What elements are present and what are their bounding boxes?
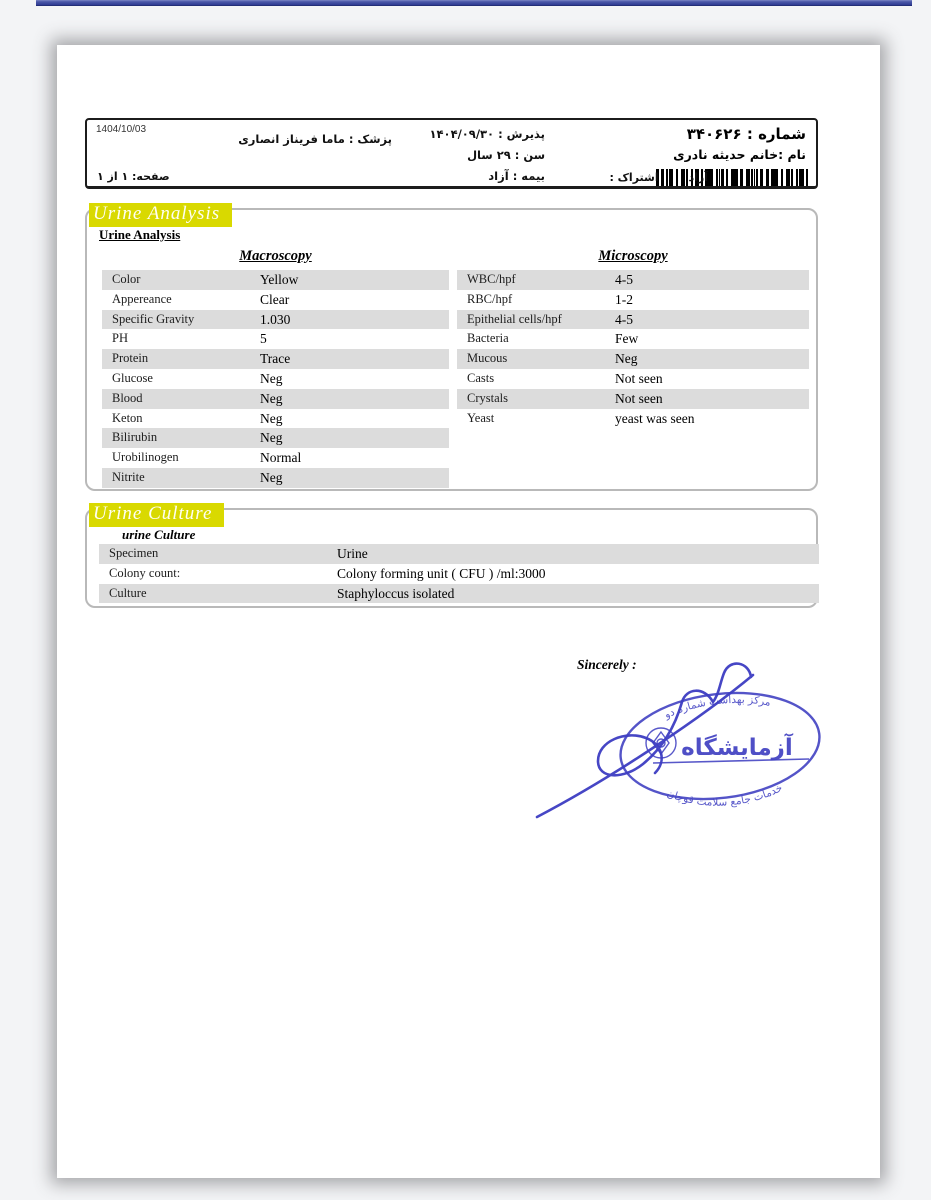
test-label: Epithelial cells/hpf bbox=[467, 311, 562, 326]
test-label: Culture bbox=[109, 585, 147, 600]
macroscopy-heading: Macroscopy bbox=[239, 248, 312, 264]
table-row bbox=[102, 349, 449, 369]
print-date: 1404/10/03 bbox=[96, 124, 147, 135]
table-row bbox=[102, 389, 449, 409]
test-result: 4-5 bbox=[615, 272, 633, 287]
test-result: yeast was seen bbox=[615, 410, 695, 426]
table-row bbox=[102, 448, 449, 468]
test-result: 1-2 bbox=[615, 291, 633, 307]
test-label: Glucose bbox=[112, 370, 153, 385]
table-row bbox=[102, 409, 449, 429]
microscopy-heading: Microscopy bbox=[598, 248, 668, 264]
table-row bbox=[457, 290, 809, 310]
lab-stamp bbox=[525, 643, 855, 833]
test-result: Trace bbox=[260, 351, 291, 367]
test-label: RBC/hpf bbox=[467, 291, 513, 306]
report-page bbox=[57, 45, 880, 1178]
test-label: Yeast bbox=[467, 410, 495, 425]
test-result: 4-5 bbox=[615, 311, 633, 327]
patient-header-box bbox=[85, 118, 818, 189]
test-label: Bacteria bbox=[467, 331, 509, 346]
test-label: Specimen bbox=[109, 546, 159, 560]
table-row bbox=[457, 329, 809, 349]
test-label: Crystals bbox=[467, 390, 508, 405]
test-result: Urine bbox=[337, 546, 368, 561]
table-row bbox=[457, 369, 809, 389]
test-label: Mucous bbox=[467, 351, 508, 366]
table-row bbox=[99, 584, 819, 604]
test-result: Few bbox=[615, 331, 639, 347]
test-label: Casts bbox=[467, 370, 495, 385]
test-result: Normal bbox=[260, 450, 302, 466]
test-result: Yellow bbox=[260, 272, 299, 287]
test-result: Neg bbox=[260, 410, 283, 426]
test-label: WBC/hpf bbox=[467, 272, 516, 286]
test-result: Not seen bbox=[615, 390, 663, 406]
urine-culture-title: Urine Culture bbox=[89, 503, 224, 527]
age-field: سن : ۲۹ سال bbox=[467, 148, 545, 162]
test-label: Nitrite bbox=[112, 469, 145, 484]
window-top-accent-bar bbox=[36, 0, 912, 6]
stamp-center-text: آزمایشگاه bbox=[681, 735, 793, 761]
table-row bbox=[457, 389, 809, 409]
admission-field: پذیرش : ۱۴۰۴/۰۹/۳۰ bbox=[429, 127, 545, 141]
test-label: Bilirubin bbox=[112, 430, 158, 445]
test-label: Specific Gravity bbox=[112, 311, 195, 326]
test-result: Neg bbox=[260, 430, 283, 446]
table-row bbox=[102, 290, 449, 310]
stamp-top-text: مرکز بهداشت شماره دو bbox=[662, 693, 772, 722]
table-row bbox=[457, 310, 809, 330]
macroscopy-table bbox=[102, 270, 449, 488]
subscription-field bbox=[518, 171, 708, 184]
table-row bbox=[457, 270, 809, 290]
test-result: Staphyloccus isolated bbox=[337, 585, 455, 601]
patient-name-field: نام :خانم حدیثه نادری bbox=[673, 147, 806, 162]
table-row bbox=[102, 270, 449, 290]
test-result: 1.030 bbox=[260, 311, 291, 327]
test-result: 5 bbox=[260, 331, 267, 347]
subscription-label: اشتراک : bbox=[609, 171, 659, 184]
physician-field: پزشک : ماما فریناز انصاری bbox=[238, 132, 392, 146]
table-row bbox=[102, 329, 449, 349]
table-row bbox=[457, 409, 809, 429]
urine-analysis-section bbox=[85, 203, 818, 491]
table-row bbox=[99, 544, 819, 564]
report-number-field: شماره : ۳۴۰۶۲۶ bbox=[686, 125, 806, 143]
urine-culture-subtitle: urine Culture bbox=[122, 527, 196, 542]
test-result: Neg bbox=[260, 370, 283, 386]
test-label: Keton bbox=[112, 410, 143, 425]
test-label: Color bbox=[112, 272, 141, 286]
table-row bbox=[99, 564, 819, 584]
test-label: Colony count: bbox=[109, 565, 181, 580]
test-result: Neg bbox=[260, 390, 283, 406]
table-row bbox=[102, 468, 449, 488]
microscopy-table bbox=[457, 270, 809, 428]
insurance-field: بیمه : آزاد bbox=[488, 169, 545, 183]
table-row bbox=[102, 369, 449, 389]
test-result: Not seen bbox=[615, 370, 663, 386]
test-label: Protein bbox=[112, 351, 149, 366]
test-result: Colony forming unit ( CFU ) /ml:3000 bbox=[337, 565, 546, 581]
test-label: PH bbox=[112, 331, 128, 346]
urine-analysis-subtitle: Urine Analysis bbox=[99, 227, 181, 242]
table-row bbox=[457, 349, 809, 369]
test-label: Urobilinogen bbox=[112, 450, 179, 465]
table-row bbox=[102, 428, 449, 448]
page-number-field: صفحه: ۱ از ۱ bbox=[97, 170, 170, 183]
subscription-value: آزاد bbox=[688, 171, 708, 184]
stamp-graphic bbox=[525, 643, 855, 833]
table-row bbox=[102, 310, 449, 330]
test-label: Appereance bbox=[112, 291, 172, 306]
test-result: Clear bbox=[260, 291, 290, 307]
test-result: Neg bbox=[260, 469, 283, 485]
svg-text:خدمات جامع سلامت قوچان bbox=[665, 782, 784, 809]
test-label: Blood bbox=[112, 390, 143, 405]
urine-analysis-title: Urine Analysis bbox=[89, 203, 232, 227]
culture-table bbox=[99, 544, 819, 603]
stamp-bottom-text: خدمات جامع سلامت قوچان bbox=[665, 781, 785, 809]
sincerely-text: Sincerely : bbox=[577, 657, 637, 672]
urine-culture-section bbox=[85, 503, 818, 608]
test-result: Neg bbox=[615, 351, 638, 367]
